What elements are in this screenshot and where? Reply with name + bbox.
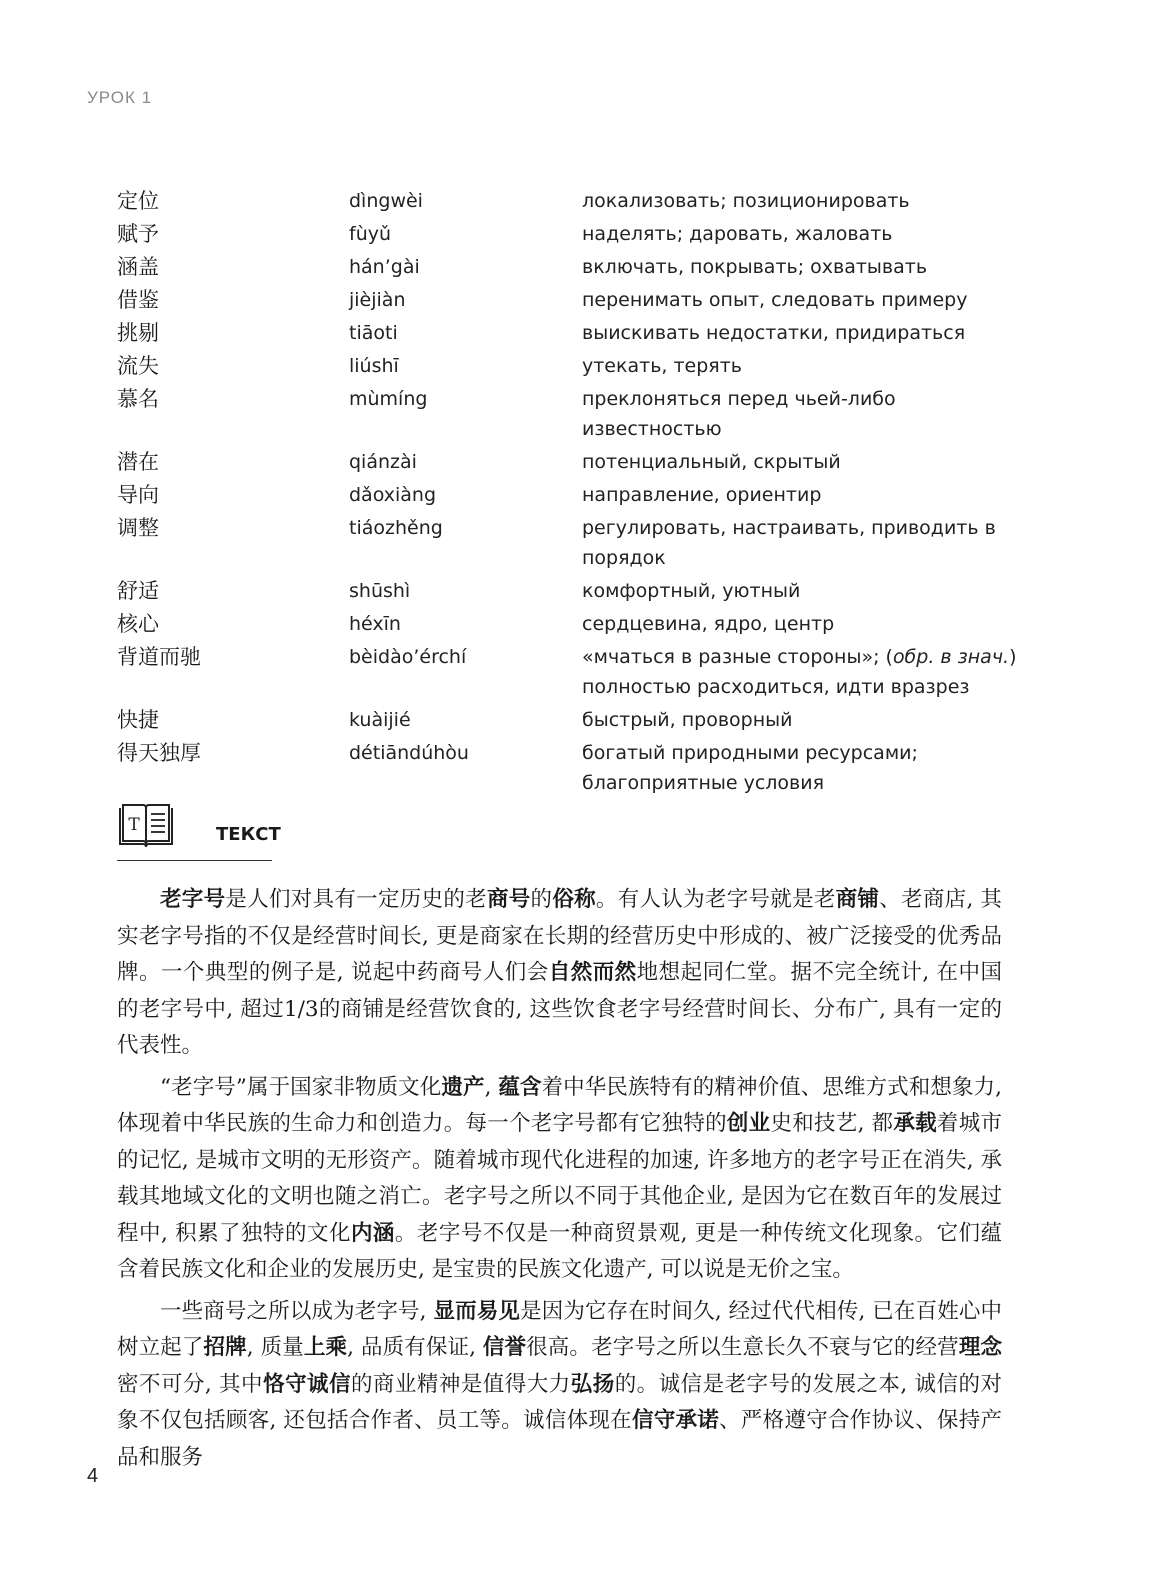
bold-term: 显而易见 xyxy=(433,1298,521,1324)
vocab-hanzi: 挑剔 xyxy=(117,321,159,345)
vocab-row xyxy=(117,318,1037,348)
text-run: 、老商店, 其实老字号指的不仅是经营时间长, 更是商家在长期的经营历史中形成的、被广泛接受的优秀品牌。一个典型的例子是, 说起中药商号人们会 xyxy=(117,887,1002,985)
vocab-translation: направление, ориентир xyxy=(582,484,822,506)
vocab-pinyin: tiāoti xyxy=(349,322,398,344)
vocab-hanzi: 快捷 xyxy=(117,708,159,732)
vocab-pinyin: détiāndúhòu xyxy=(349,742,469,764)
text-run: 史和技艺, 都 xyxy=(770,1111,894,1136)
text-run: 是因为它存在时间久, 经过代代相传, 已在百姓心中树立起了 xyxy=(117,1298,1002,1360)
bold-term: 招牌 xyxy=(203,1335,247,1360)
bold-term: 恪守诚信 xyxy=(263,1371,351,1397)
bold-term: 弘扬 xyxy=(570,1371,615,1397)
bold-term: 创业 xyxy=(726,1111,771,1136)
vocab-hanzi: 慕名 xyxy=(117,387,159,411)
bold-term: 信誉 xyxy=(482,1335,527,1360)
text-run: 着城市的记忆, 是城市文明的无形资产。随着城市现代化进程的加速, 许多地方的老字号正在消失, 承载其地域文化的文明也随之消亡。老字号之所以不同于其他企业, 是因为它在数百年的发展过程中, 积累了独特的文化 xyxy=(117,1111,1002,1246)
vocab-pinyin: hán’gài xyxy=(349,256,420,278)
vocab-translation: регулировать, настраивать, приводить в порядок xyxy=(582,517,996,569)
vocab-pinyin: dìngwèi xyxy=(349,190,423,212)
vocab-row xyxy=(117,576,1037,606)
vocab-pinyin: tiáozhěng xyxy=(349,517,443,539)
bold-term: 自然而然 xyxy=(548,960,637,985)
vocab-row xyxy=(117,447,1037,477)
text-run: 着中华民族特有的精神价值、思维方式和想象力, 体现着中华民族的生命力和创造力。每一个老字号都有它独特的 xyxy=(117,1074,1002,1136)
vocab-translation: утекать, терять xyxy=(582,355,742,377)
vocab-row xyxy=(117,351,1037,381)
text-run: 。有人认为老字号就是老 xyxy=(595,887,836,912)
vocab-row xyxy=(117,252,1037,282)
vocab-pinyin: jièjiàn xyxy=(349,289,406,311)
text-run: 的 xyxy=(530,887,553,912)
vocab-translation: сердцевина, ядро, центр xyxy=(582,613,835,635)
vocab-hanzi: 赋予 xyxy=(117,222,159,246)
vocab-row xyxy=(117,480,1037,510)
vocab-pinyin: liúshī xyxy=(349,355,399,377)
vocab-translation: «мчаться в разные стороны»; (обр. в знач.) полностью расходиться, идти вразрез xyxy=(582,646,1017,698)
text-run: 是人们对具有一定历史的老 xyxy=(225,887,487,912)
vocab-translation: перенимать опыт, следовать примеру xyxy=(582,289,968,311)
bold-term: 上乘 xyxy=(303,1335,348,1360)
page-number: 4 xyxy=(87,1465,99,1487)
book-icon-letter: T xyxy=(128,815,140,835)
bold-term: 承载 xyxy=(893,1111,937,1136)
text-run: 很高。老字号之所以生意长久不衰与它的经营 xyxy=(526,1335,959,1360)
vocab-translation: потенциальный, скрытый xyxy=(582,451,841,473)
vocab-pinyin: bèidào’érchí xyxy=(349,646,467,668)
vocab-translation: выискивать недостатки, придираться xyxy=(582,322,966,344)
text-paragraph xyxy=(117,882,1002,1065)
running-head: УРОК 1 xyxy=(87,88,153,107)
vocab-hanzi: 导向 xyxy=(117,483,159,507)
text-run: “老字号”属于国家非物质文化 xyxy=(160,1074,442,1100)
bold-term: 俗称 xyxy=(552,887,596,912)
vocab-row xyxy=(117,642,1037,702)
vocab-translation: комфортный, уютный xyxy=(582,580,801,602)
bold-term: 遗产 xyxy=(441,1074,485,1100)
vocab-pinyin: kuàijié xyxy=(349,709,411,731)
section-heading xyxy=(117,800,281,861)
vocab-hanzi: 流失 xyxy=(117,354,159,378)
vocab-hanzi: 得天独厚 xyxy=(117,741,201,765)
text-run: 的商业精神是值得大力 xyxy=(350,1371,571,1397)
open-book-icon xyxy=(117,802,175,852)
vocab-translation: богатый природными ресурсами; благоприятные условия xyxy=(582,742,918,794)
text-run: 的。诚信是老字号的发展之本, 诚信的对象不仅包括顾客, 还包括合作者、员工等。诚信体现在 xyxy=(117,1371,1002,1433)
bold-term: 信守承诺 xyxy=(631,1408,720,1433)
vocab-hanzi: 潜在 xyxy=(117,450,159,474)
text-paragraph xyxy=(117,1070,1002,1289)
vocab-row xyxy=(117,219,1037,249)
vocab-hanzi: 背道而驰 xyxy=(117,645,201,669)
text-run: , 质量 xyxy=(246,1335,304,1360)
vocab-row xyxy=(117,186,1037,216)
text-run: 、严格遵守合作协议、保持产品和服务 xyxy=(117,1408,1002,1470)
vocab-pinyin: fùyǔ xyxy=(349,223,392,245)
vocab-row xyxy=(117,738,1037,798)
section-title: ТЕКСТ xyxy=(216,824,281,845)
text-paragraph xyxy=(117,1294,1002,1477)
bold-term: 理念 xyxy=(958,1335,1002,1360)
text-run: , 品质有保证, xyxy=(347,1335,483,1360)
vocab-hanzi: 定位 xyxy=(117,189,159,213)
vocab-row xyxy=(117,384,1037,444)
bold-term: 蕴含 xyxy=(498,1074,542,1100)
bold-term: 内涵 xyxy=(350,1220,395,1246)
vocab-row xyxy=(117,285,1037,315)
vocab-pinyin: mùmíng xyxy=(349,388,428,410)
vocab-translation: быстрый, проворный xyxy=(582,709,793,731)
main-text xyxy=(117,882,1002,1481)
vocab-translation: преклоняться перед чьей-либо известностью xyxy=(582,388,896,440)
vocab-translation: включать, покрывать; охватывать xyxy=(582,256,928,278)
vocab-hanzi: 核心 xyxy=(117,612,159,636)
bold-term: 老字号 xyxy=(160,887,226,912)
text-run: 地想起同仁堂。据不完全统计, 在中国的老字号中, 超过1/3的商铺是经营饮食的, 这些饮食老字号经营时间长、分布广, 具有一定的代表性。 xyxy=(117,960,1002,1058)
bold-term: 商号 xyxy=(486,887,531,912)
vocab-row xyxy=(117,609,1037,639)
vocab-row xyxy=(117,705,1037,735)
text-run: 。老字号不仅是一种商贸景观, 更是一种传统文化现象。它们蕴含着民族文化和企业的发展历史, 是宝贵的民族文化遗产, 可以说是无价之宝。 xyxy=(117,1220,1002,1282)
text-run: , xyxy=(484,1074,499,1100)
vocab-hanzi: 调整 xyxy=(117,516,159,540)
vocab-row xyxy=(117,513,1037,573)
vocab-translation: наделять; даровать, жаловать xyxy=(582,223,893,245)
vocab-hanzi: 借鉴 xyxy=(117,288,159,312)
vocab-hanzi: 涵盖 xyxy=(117,255,159,279)
vocab-hanzi: 舒适 xyxy=(117,579,159,603)
bold-term: 商铺 xyxy=(835,887,880,912)
vocab-pinyin: dǎoxiàng xyxy=(349,484,437,506)
text-run: 一些商号之所以成为老字号, xyxy=(160,1298,434,1324)
text-run: 密不可分, 其中 xyxy=(117,1371,264,1397)
vocab-pinyin: shūshì xyxy=(349,580,411,602)
vocab-pinyin: héxīn xyxy=(349,613,401,635)
vocab-translation: локализовать; позиционировать xyxy=(582,190,910,212)
vocab-pinyin: qiánzài xyxy=(349,451,417,473)
vocabulary-list xyxy=(117,186,1037,801)
